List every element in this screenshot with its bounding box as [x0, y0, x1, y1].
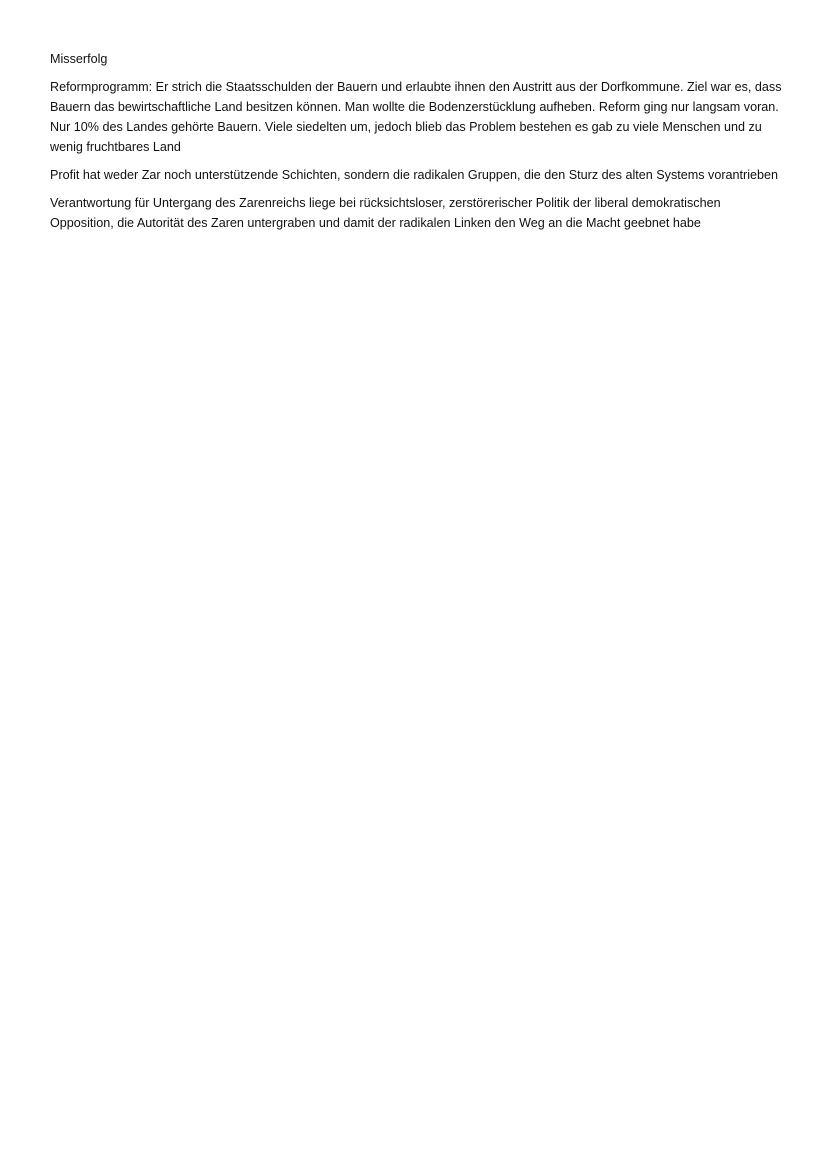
heading-misserfolg: Misserfolg — [50, 52, 108, 66]
paragraph-verantwortung: Verantwortung für Untergang des Zarenreichs liege bei rücksichtsloser, zerstörerischer Politik der liberal demokratischen Opposition, die Autorität des Zaren untergraben und damit der radikalen Linken den Weg an die Macht geebnet habe — [50, 196, 721, 230]
paragraph-reformprogramm: Reformprogramm: Er strich die Staatsschulden der Bauern und erlaubte ihnen den Austritt aus der Dorfkommune. Ziel war es, dass Bauern das bewirtschaftliche Land besitzen können. Man wollte die Bodenzerstücklung aufheben. Reform ging nur langsam voran. Nur 10% des Landes gehörte Bauern. Viele siedelten um, jedoch blieb das Problem bestehen es gab zu viele Menschen und zu wenig fruchtbares Land — [50, 80, 782, 154]
paragraph-profit: Profit hat weder Zar noch unterstützende Schichten, sondern die radikalen Gruppen, die den Sturz des alten Systems vorantrieben — [50, 168, 779, 182]
